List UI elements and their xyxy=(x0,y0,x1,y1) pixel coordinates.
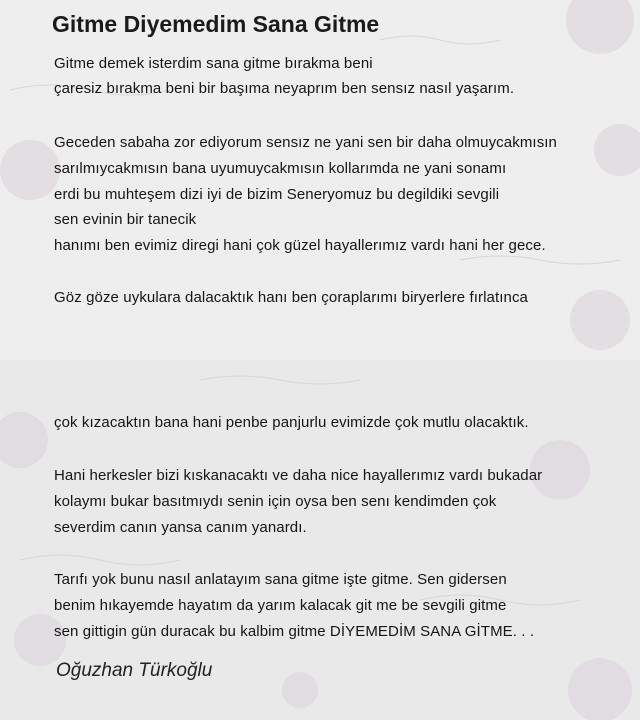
poem-line: benim hıkayemde hayatım da yarım kalacak git me be sevgili gitme xyxy=(54,597,507,614)
poem-line: Tarıfı yok bunu nasıl anlatayım sana gitme işte gitme. Sen gidersen xyxy=(54,571,507,588)
poem-line: kolaymı bukar basıtmıydı senin için oysa ben senı kendimden çok xyxy=(54,493,497,510)
poem-line: sen gittigin gün duracak bu kalbim gitme DİYEMEDİM SANA GİTME. . . xyxy=(54,623,535,640)
poem-line: Geceden sabaha zor ediyorum sensız ne yani sen bir daha olmuycakmısın xyxy=(54,134,557,151)
poem-line: Hani herkesler bizi kıskanacaktı ve daha nice hayallerımız vardı bukadar xyxy=(54,467,543,484)
poem-line: erdi bu muhteşem dizi iyi de bizim Seneryomuz bu degildiki sevgili xyxy=(54,186,500,203)
poem-title: Gitme Diyemedim Sana Gitme xyxy=(52,11,380,37)
poem-line: hanımı ben evimiz diregi hani çok güzel hayallerımız vardı hani her gece. xyxy=(54,237,546,254)
poem-line: sen evinin bir tanecik xyxy=(54,211,197,228)
poem-line: çok kızacaktın bana hani penbe panjurlu evimizde çok mutlu olacaktık. xyxy=(54,414,529,431)
poem-line: Göz göze uykulara dalacaktık hanı ben çoraplarımı biryerlere fırlatınca xyxy=(54,289,528,306)
poem-line: sarılmıycakmısın bana uyumuycakmısın kollarımda ne yani sonamı xyxy=(54,160,507,177)
poem-line: severdim canın yansa canım yanardı. xyxy=(54,519,307,536)
poem-line: Gitme demek isterdim sana gitme bırakma beni xyxy=(54,55,373,72)
poem-line: çaresiz bırakma beni bir başıma neyaprım ben sensız nasıl yaşarım. xyxy=(54,80,515,97)
poem-author: Oğuzhan Türkoğlu xyxy=(56,660,213,681)
